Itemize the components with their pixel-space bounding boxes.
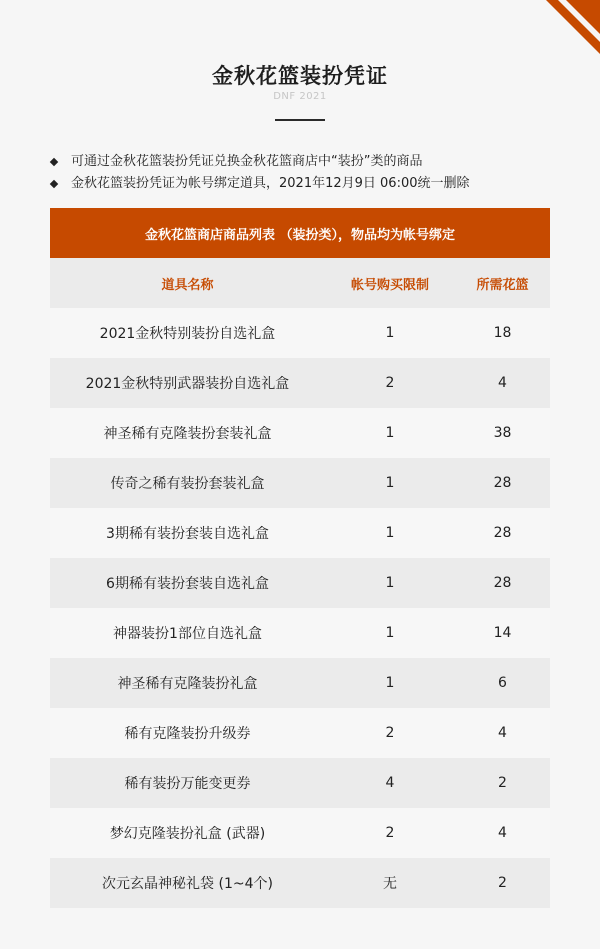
cell-purchase-limit: 无	[383, 876, 397, 892]
diamond-bullet-icon	[50, 180, 58, 188]
table-row	[50, 858, 550, 908]
notes-list	[51, 151, 571, 195]
cell-basket-cost: 4	[498, 825, 507, 841]
table-row	[50, 358, 550, 408]
cell-basket-cost: 18	[493, 325, 512, 341]
note-text: 可通过金秋花篮装扮凭证兑换金秋花篮商店中“装扮”类的商品	[71, 154, 423, 169]
cell-item-name: 6期稀有装扮套装自选礼盒	[106, 576, 269, 592]
cell-item-name: 传奇之稀有装扮套装礼盒	[110, 476, 265, 492]
shop-item-table	[50, 208, 550, 908]
cell-item-name: 神圣稀有克隆装扮礼盒	[117, 676, 258, 692]
cell-purchase-limit: 1	[385, 325, 395, 341]
table-row	[50, 508, 550, 558]
cell-item-name: 次元玄晶神秘礼袋 (1~4个)	[102, 876, 273, 892]
note-item	[51, 151, 571, 173]
cell-item-name: 2021金秋特别武器装扮自选礼盒	[85, 376, 290, 392]
page-subtitle: DNF 2021	[273, 91, 327, 102]
cell-purchase-limit: 4	[385, 775, 395, 791]
cell-basket-cost: 4	[498, 725, 507, 741]
cell-basket-cost: 38	[493, 425, 512, 441]
table-row	[50, 558, 550, 608]
note-item	[51, 173, 571, 195]
cell-purchase-limit: 2	[385, 825, 395, 841]
cell-basket-cost: 28	[493, 475, 512, 491]
column-header-basket-cost: 所需花篮	[476, 277, 529, 293]
table-row	[50, 608, 550, 658]
cell-purchase-limit: 1	[385, 625, 395, 641]
cell-purchase-limit: 2	[385, 725, 395, 741]
cell-basket-cost: 28	[493, 575, 512, 591]
cell-item-name: 稀有克隆装扮升级券	[124, 726, 251, 742]
title-divider	[275, 119, 325, 121]
table-row	[50, 408, 550, 458]
table-row	[50, 308, 550, 358]
cell-basket-cost: 28	[493, 525, 512, 541]
table-row	[50, 658, 550, 708]
cell-item-name: 神圣稀有克隆装扮套装礼盒	[103, 426, 272, 442]
table-row	[50, 808, 550, 858]
table-title: 金秋花篮商店商品列表 （装扮类），物品均为帐号绑定	[50, 208, 550, 258]
table-row	[50, 708, 550, 758]
cell-item-name: 2021金秋特别装扮自选礼盒	[99, 326, 276, 342]
cell-purchase-limit: 1	[385, 425, 395, 441]
cell-basket-cost: 4	[498, 375, 507, 391]
table-row	[50, 758, 550, 808]
diamond-bullet-icon	[50, 158, 58, 166]
column-header-item-name: 道具名称	[161, 277, 214, 293]
page-title: 金秋花篮装扮凭证	[212, 64, 388, 88]
cell-basket-cost: 14	[493, 625, 512, 641]
table-row	[50, 458, 550, 508]
cell-purchase-limit: 1	[385, 525, 395, 541]
cell-item-name: 神器装扮1部位自选礼盒	[113, 626, 262, 642]
cell-purchase-limit: 1	[385, 475, 395, 491]
cell-basket-cost: 6	[498, 675, 507, 691]
table-header-row	[50, 258, 550, 308]
cell-purchase-limit: 1	[385, 575, 395, 591]
cell-item-name: 3期稀有装扮套装自选礼盒	[106, 526, 269, 542]
cell-item-name: 梦幻克隆装扮礼盒 (武器)	[109, 826, 266, 842]
cell-item-name: 稀有装扮万能变更券	[124, 776, 251, 792]
cell-purchase-limit: 1	[385, 675, 395, 691]
cell-purchase-limit: 2	[385, 375, 395, 391]
note-text: 金秋花篮装扮凭证为帐号绑定道具，2021年12月9日 06:00统一删除	[71, 176, 470, 191]
cell-basket-cost: 2	[498, 775, 507, 791]
cell-basket-cost: 2	[498, 875, 507, 891]
column-header-purchase-limit: 帐号购买限制	[350, 277, 429, 293]
